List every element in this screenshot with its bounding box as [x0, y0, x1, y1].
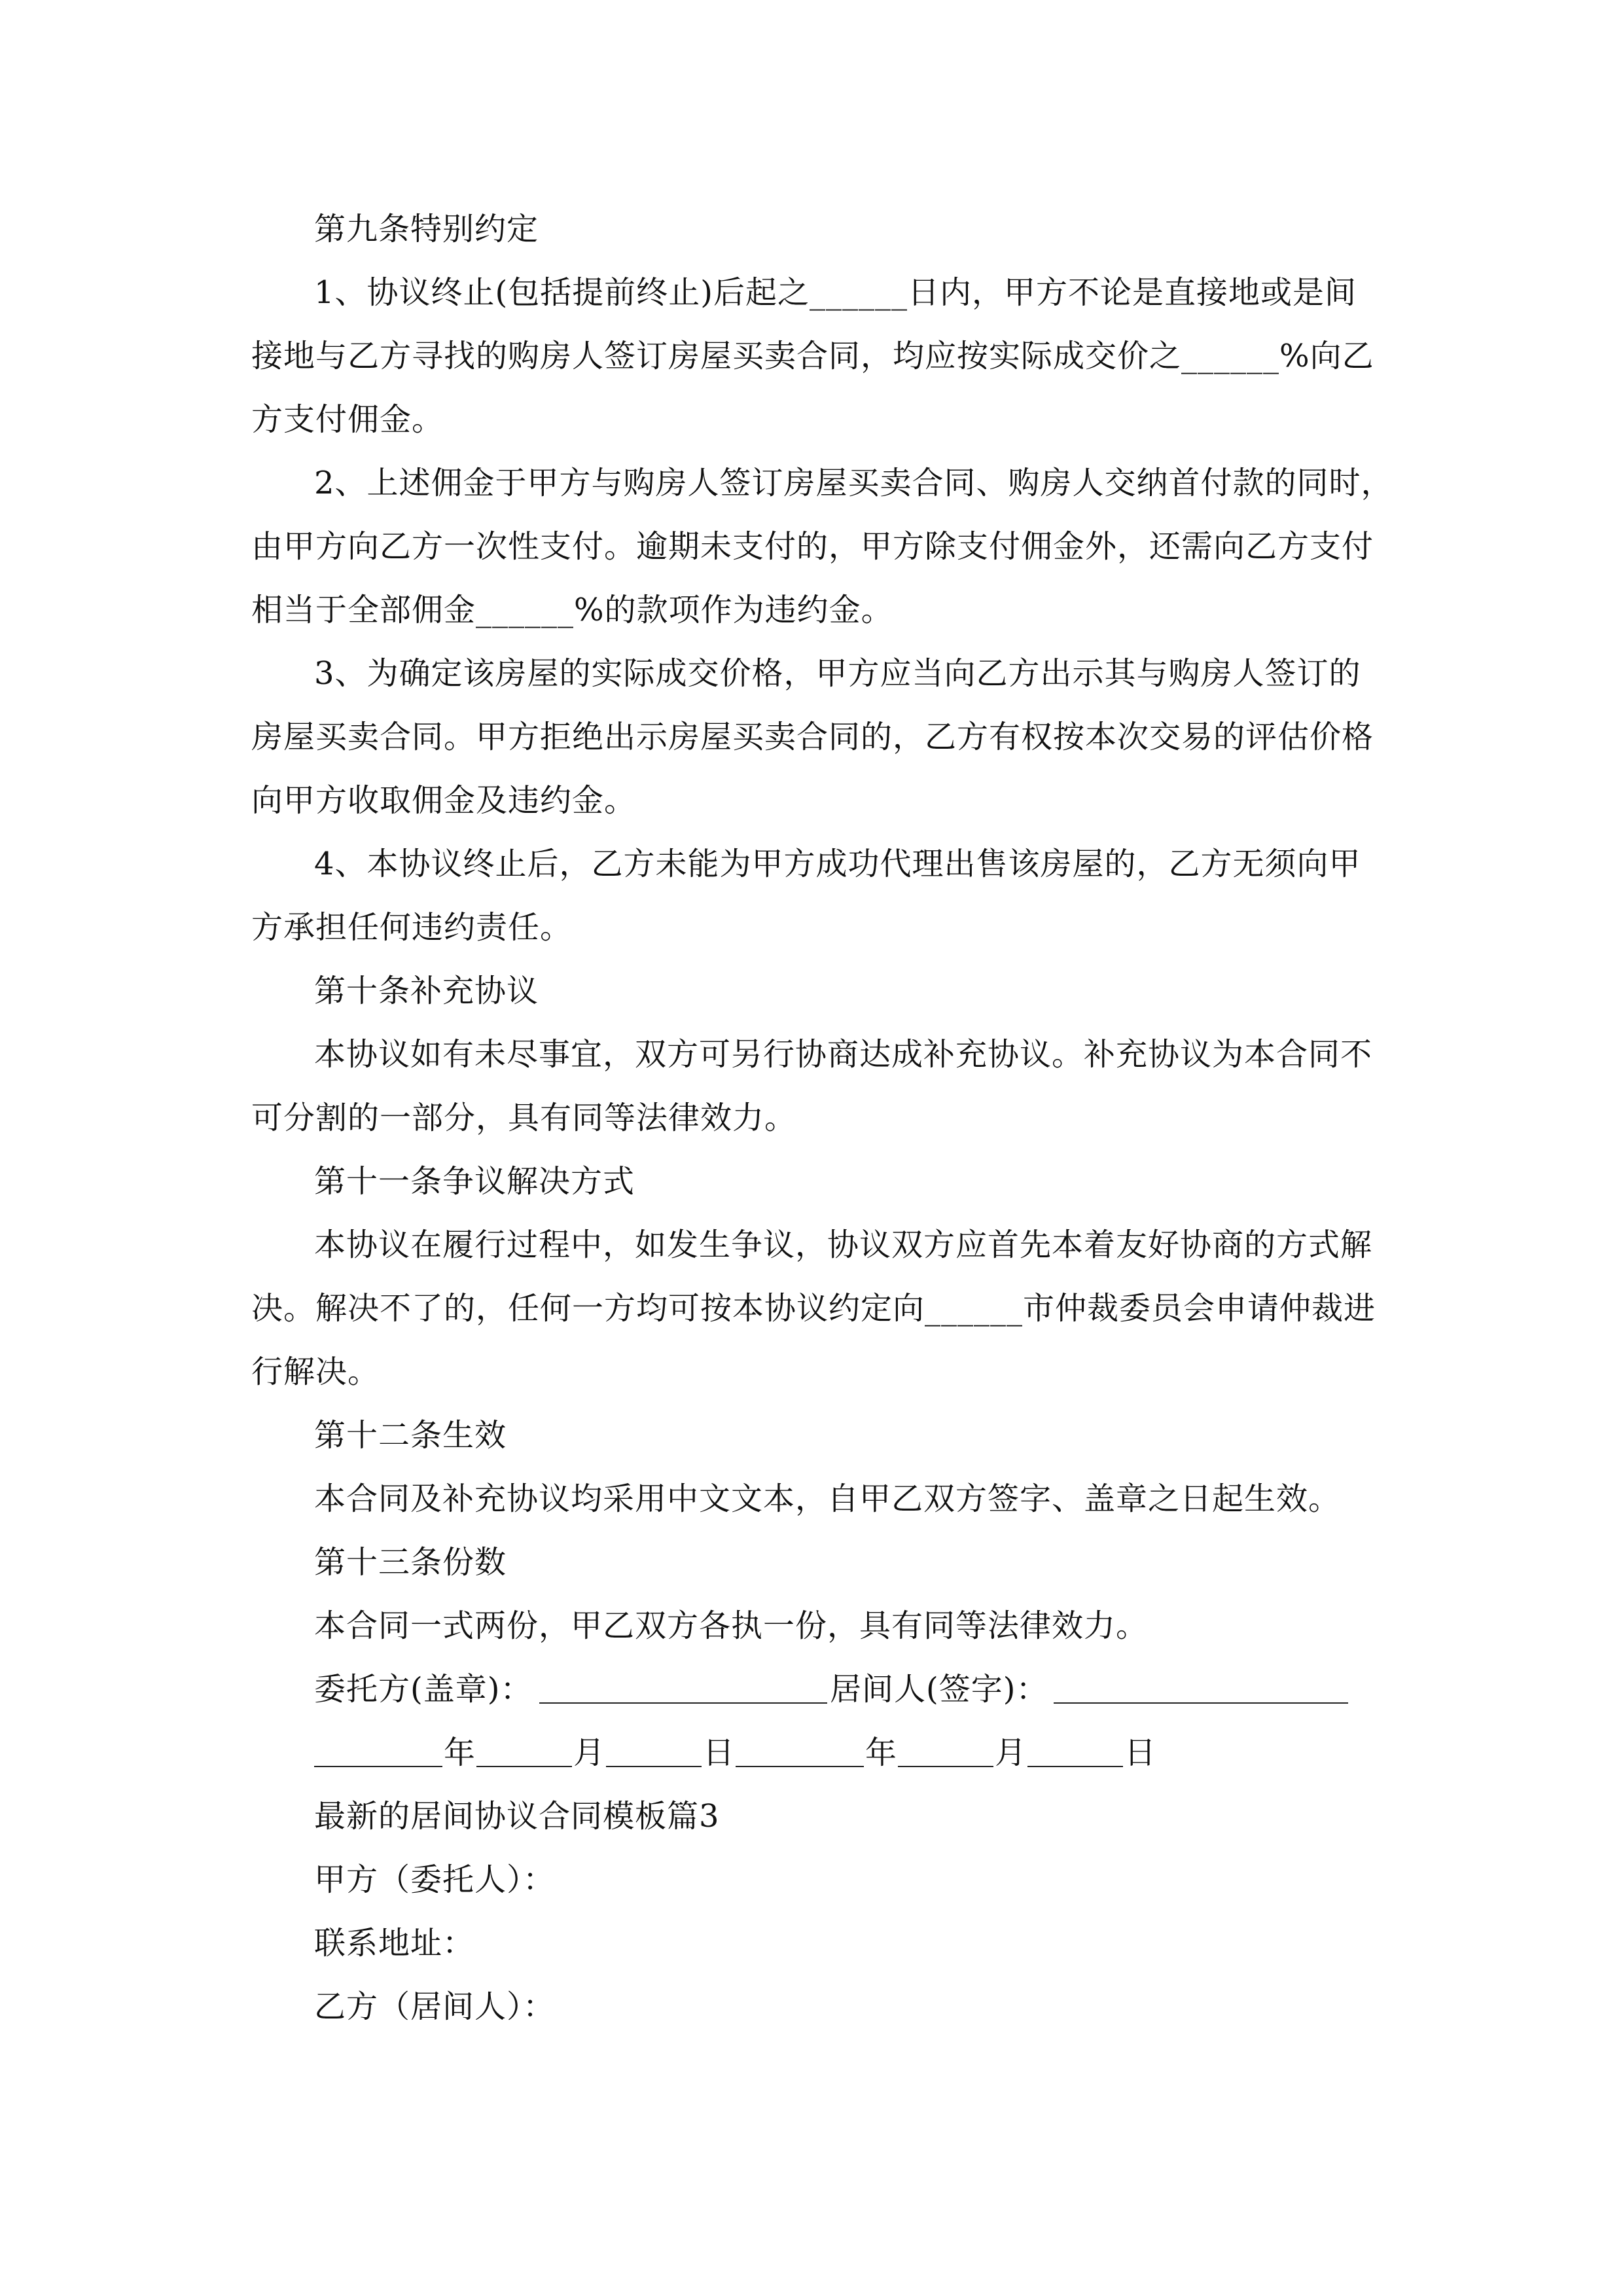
paragraph-line: 本协议在履行过程中，如发生争议，协议双方应首先本着友好协商的方式解 — [314, 1227, 1373, 1263]
principal-seal-label: 委托方(盖章)： — [314, 1671, 533, 1708]
paragraph-line: 行解决。 — [251, 1354, 380, 1390]
intermediary-sign-label: 居间人(签字)： — [830, 1671, 1048, 1708]
date-year-blank[interactable] — [314, 1733, 442, 1767]
paragraph-line: 2、上述佣金于甲方与购房人签订房屋买卖合同、购房人交纳首付款的同时， — [314, 465, 1393, 501]
article-9-heading: 第九条特别约定 — [314, 211, 539, 247]
article-10-heading: 第十条补充协议 — [314, 973, 539, 1009]
paragraph-line: 由甲方向乙方一次性支付。逾期未支付的，甲方除支付佣金外，还需向乙方支付 — [251, 528, 1374, 565]
section-title: 最新的居间协议合同模板篇3 — [314, 1798, 720, 1835]
article-11-heading: 第十一条争议解决方式 — [314, 1163, 635, 1200]
paragraph-line: 3、为确定该房屋的实际成交价格，甲方应当向乙方出示其与购房人签订的 — [314, 655, 1361, 692]
paragraph-line: 向甲方收取佣金及违约金。 — [251, 782, 637, 819]
date-month-blank[interactable] — [476, 1733, 572, 1767]
intermediary-sign-blank[interactable] — [1054, 1670, 1348, 1704]
article-12-heading: 第十二条生效 — [314, 1417, 507, 1454]
date-month-blank-2[interactable] — [898, 1733, 993, 1767]
day-label: 日 — [703, 1734, 736, 1771]
paragraph-line: 相当于全部佣金______%的款项作为违约金。 — [251, 592, 893, 628]
month-label: 月 — [573, 1734, 606, 1771]
paragraph-line: 房屋买卖合同。甲方拒绝出示房屋买卖合同的，乙方有权按本次交易的评估价格 — [251, 719, 1374, 755]
paragraph-line: 方支付佣金。 — [251, 401, 444, 438]
day-label-2: 日 — [1124, 1734, 1157, 1771]
paragraph-line: 本合同一式两份，甲乙双方各执一份，具有同等法律效力。 — [314, 1607, 1149, 1644]
address-label: 联系地址： — [314, 1925, 475, 1962]
party-a-label: 甲方（委托人）： — [314, 1861, 556, 1898]
date-year-blank-2[interactable] — [736, 1733, 864, 1767]
party-b-label: 乙方（居间人）： — [314, 1988, 556, 2025]
paragraph-line: 接地与乙方寻找的购房人签订房屋买卖合同，均应按实际成交价之______%向乙 — [251, 338, 1374, 374]
month-label-2: 月 — [995, 1734, 1027, 1771]
date-day-blank-2[interactable] — [1027, 1733, 1123, 1767]
article-13-heading: 第十三条份数 — [314, 1544, 507, 1581]
paragraph-line: 可分割的一部分，具有同等法律效力。 — [251, 1100, 797, 1136]
paragraph-line: 1、协议终止(包括提前终止)后起之______日内，甲方不论是直接地或是间 — [314, 274, 1357, 311]
paragraph-line: 本协议如有未尽事宜，双方可另行协商达成补充协议。补充协议为本合同不 — [314, 1036, 1373, 1073]
paragraph-line: 决。解决不了的，任何一方均可按本协议约定向______市仲裁委员会申请仲裁进 — [251, 1290, 1376, 1327]
signature-row — [314, 1670, 1453, 1709]
paragraph-line: 方承担任何违约责任。 — [251, 909, 573, 946]
year-label-2: 年 — [865, 1734, 898, 1771]
principal-seal-blank[interactable] — [539, 1670, 827, 1704]
date-row — [314, 1733, 1453, 1772]
paragraph-line: 4、本协议终止后，乙方未能为甲方成功代理出售该房屋的，乙方无须向甲 — [314, 846, 1361, 882]
date-day-blank[interactable] — [606, 1733, 702, 1767]
year-label: 年 — [444, 1734, 476, 1771]
paragraph-line: 本合同及补充协议均采用中文文本，自甲乙双方签字、盖章之日起生效。 — [314, 1480, 1341, 1517]
